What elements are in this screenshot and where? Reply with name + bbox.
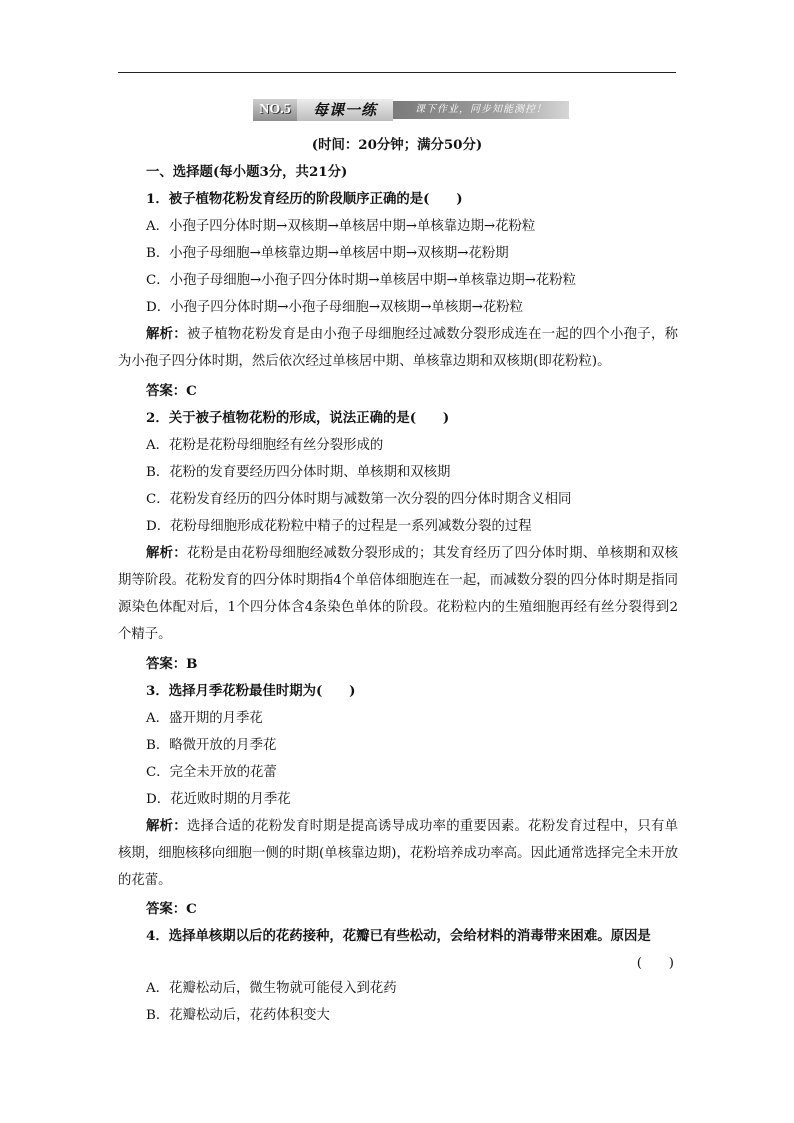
q4-stem: 4．选择单核期以后的花药接种，花瓣已有些松动，会给材料的消毒带来困难。原因是 [146, 928, 651, 944]
q3-option-c: C．完全未开放的花蕾 [146, 765, 277, 780]
q1-option-b: B．小孢子母细胞→单核靠边期→单核居中期→双核期→花粉期 [146, 246, 509, 261]
section-title: 一、选择题(每小题3分，共21分) [146, 164, 348, 180]
q1-stem: 1．被子植物花粉发育经历的阶段顺序正确的是( ) [146, 191, 463, 207]
banner-title: 每课一练 [297, 99, 393, 121]
q2-answer: 答案：B [146, 656, 198, 672]
q2-stem: 2．关于被子植物花粉的形成，说法正确的是( ) [146, 410, 450, 426]
q3-stem: 3．选择月季花粉最佳时期为( ) [146, 683, 356, 699]
q3-option-a: A．盛开期的月季花 [146, 711, 263, 726]
banner-slogan: 课下作业，同步知能测控！ [393, 101, 569, 119]
q2-option-d: D．花粉母细胞形成花粉粒中精子的过程是一系列减数分裂的过程 [146, 519, 532, 534]
q3-analysis [118, 813, 678, 894]
exercise-banner [253, 99, 569, 121]
q3-analysis-label: 解析： [146, 818, 187, 834]
q3-option-b: B．略微开放的月季花 [146, 738, 277, 753]
q3-option-d: D．花近败时期的月季花 [146, 792, 291, 807]
q1-analysis [118, 321, 678, 375]
q1-analysis-label: 解析： [146, 326, 187, 342]
q2-option-b: B．花粉的发育要经历四分体时期、单核期和双核期 [146, 465, 451, 480]
q4-option-b: B．花瓣松动后，花药体积变大 [146, 1008, 330, 1023]
header-rule [118, 72, 676, 73]
q2-option-a: A．花粉是花粉母细胞经有丝分裂形成的 [146, 438, 384, 453]
q2-option-c: C．花粉发育经历的四分体时期与减数第一次分裂的四分体时期含义相同 [146, 492, 572, 507]
q1-option-a: A．小孢子四分体时期→双核期→单核居中期→单核靠边期→花粉粒 [146, 219, 536, 234]
q1-option-d: D．小孢子四分体时期→小孢子母细胞→双核期→单核期→花粉粒 [146, 300, 523, 315]
q3-answer: 答案：C [146, 901, 197, 917]
q4-option-a: A．花瓣松动后，微生物就可能侵入到花药 [146, 981, 397, 996]
q3-analysis-text: 选择合适的花粉发育时期是提高诱导成功率的重要因素。花粉发育过程中，只有单核期，细胞核移向细胞一侧的时期(单核靠边期)，花粉培养成功率高。因此通常选择完全未开放的花蕾。 [118, 819, 679, 888]
q1-option-c: C．小孢子母细胞→小孢子四分体时期→单核居中期→单核靠边期→花粉粒 [146, 273, 577, 288]
q4-answer-blank: ( ) [636, 956, 674, 971]
q1-answer: 答案：C [146, 383, 197, 399]
q2-analysis-label: 解析： [146, 545, 187, 561]
time-score-note: (时间：20分钟；满分50分) [311, 137, 483, 153]
banner-number: NO.5 [253, 99, 297, 121]
q2-analysis [118, 540, 678, 648]
q2-analysis-text: 花粉是由花粉母细胞经减数分裂形成的；其发育经历了四分体时期、单核期和双核期等阶段。花粉发育的四分体时期指4个单倍体细胞连在一起，而减数分裂的四分体时期是指同源染色体配对后，1个四分体含4条染色单体的阶段。花粉粒内的生殖细胞再经有丝分裂得到2个精子。 [118, 546, 679, 642]
q1-analysis-text: 被子植物花粉发育是由小孢子母细胞经过减数分裂形成连在一起的四个小孢子，称为小孢子四分体时期，然后依次经过单核居中期、单核靠边期和双核期(即花粉粒)。 [118, 327, 679, 369]
